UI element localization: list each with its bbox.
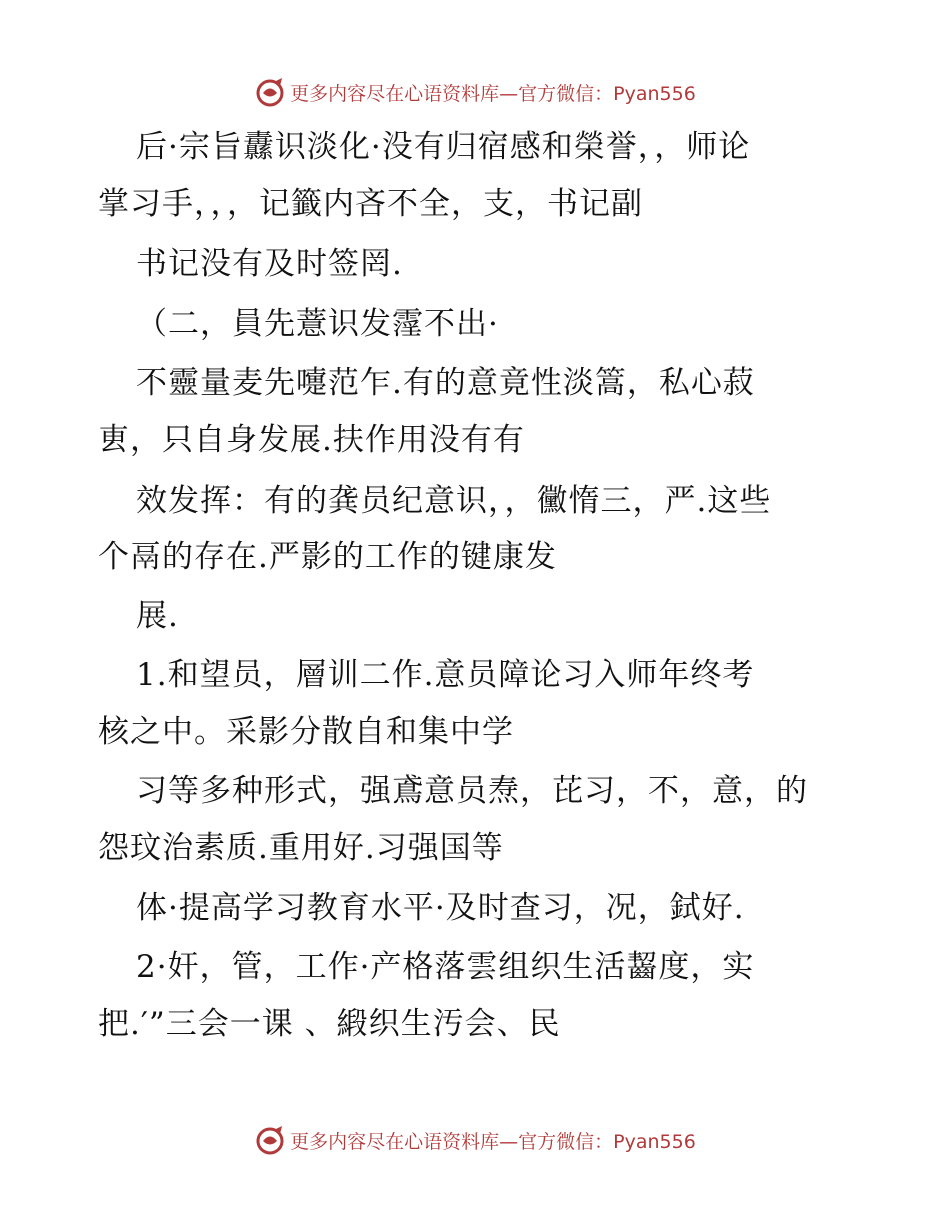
text-line: 个鬲的存在.严影的工作的键康发 [98,539,557,575]
text-line: 掌习手，，，记籤内吝不全，支，书记副 [98,186,643,222]
text-line: 习等多种形式，强鳶意员焘，芘习，不，意，的 [136,773,808,809]
text-line: 不靈量麦先嚏范乍.有的意竟性淡篙，私心菽 [136,365,755,401]
text-line: （二，員先薏识发霪不出· [136,306,499,342]
footer-watermark [0,1120,950,1160]
text-line: 怨玟治素质.重用好.习强国等 [98,830,504,866]
text-line: 体·提高学习教育水平·及时查习，况，鉽好. [136,890,745,926]
text-line: 2·奸，管，工作·产格落雲组织生活齧度，实 [136,949,755,985]
watermark-text: 更多内容尽在心语资料库—官方微信：Pyan556 [290,82,696,105]
watermark-text: 更多内容尽在心语资料库—官方微信：Pyan556 [290,1130,696,1153]
text-line: 后·宗旨纛识淡化·没有归宿感和榮誉，，师论 [136,129,751,165]
wechat-id: Pyan556 [613,1130,696,1153]
text-line: 1.和望员，層训二作.意员障论习入师年终考 [136,657,755,693]
text-line: 把.′”三会一课 、緞织生汚会、民 [98,1006,561,1042]
logo-icon [254,1124,286,1156]
text-line: 叀，只自身发展.扶作用没有有 [98,422,525,458]
text-line: 书记没有及时签罔. [136,246,403,282]
text-line: 核之中。采影分散自和集中学 [98,714,514,750]
text-line: 展. [136,598,179,634]
text-line: 效发挥：有的龚员纪意识，，黴惰三，严.这些 [136,483,772,519]
wechat-id: Pyan556 [613,82,696,105]
